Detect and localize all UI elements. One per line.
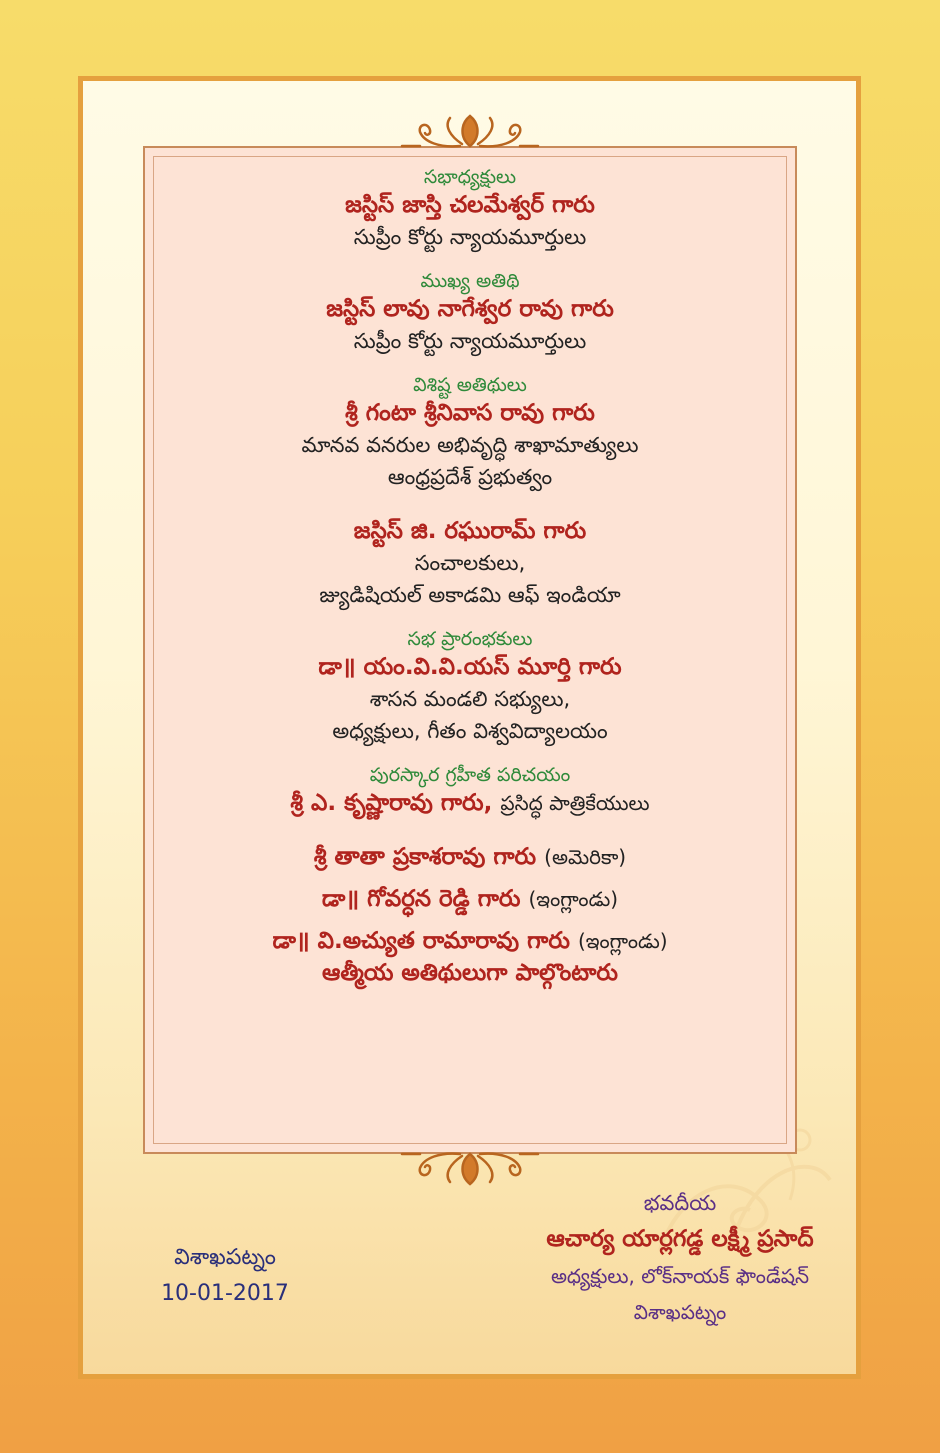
- inaugurator-designation: శాసన మండలి సభ్యులు,: [369, 687, 571, 711]
- special-guests-heading: విశిష్ట అతిథులు: [413, 374, 527, 396]
- signature-city: విశాఖపట్నం: [633, 1300, 727, 1324]
- inaugurator-university: అధ్యక్షులు, గీతం విశ్వవిద్యాలయం: [332, 719, 608, 743]
- inaugurator-heading: సభ ప్రారంభకులు: [407, 628, 533, 650]
- special-guest-1-government: ఆంధ్రప్రదేశ్ ప్రభుత్వం: [387, 465, 553, 489]
- signature-block: [500, 1186, 860, 1330]
- signature-regards: భవదీయ: [643, 1191, 717, 1215]
- awardee-line: [160, 787, 780, 819]
- special-guest-1-designation: మానవ వనరుల అభివృద్ధి శాఖామాత్యులు: [301, 433, 639, 457]
- footer-date: 10-01-2017: [161, 1281, 289, 1306]
- guest-1-name: శ్రీ తాతా ప్రకాశరావు గారు: [313, 844, 537, 870]
- guest-2-line: [160, 883, 780, 915]
- special-guest-2-designation: సంచాలకులు,: [414, 551, 526, 575]
- signature-title: అధ్యక్షులు, లోక్‌నాయక్ ఫౌండేషన్: [550, 1264, 810, 1288]
- signature-name: ఆచార్య యార్లగడ్డ లక్ష్మీ ప్రసాద్: [546, 1226, 814, 1252]
- chief-guest-description: సుప్రీం కోర్టు న్యాయమూర్తులు: [353, 329, 587, 353]
- awardee-description: ప్రసిద్ధ పాత్రికేయులు: [500, 791, 650, 815]
- chief-guest-heading: ముఖ్య అతిథి: [420, 270, 520, 292]
- guests-closing: ఆత్మీయ అతిథులుగా పాల్గొంటారు: [322, 960, 618, 986]
- special-guest-1-name: శ్రీ గంటా శ్రీనివాస రావు గారు: [345, 400, 595, 426]
- special-guest-2-organization: జ్యుడిషియల్ అకాడమి ఆఫ్ ఇండియా: [319, 583, 621, 607]
- chief-guest-name: జస్టిస్ లావు నాగేశ్వర రావు గారు: [326, 296, 614, 322]
- presiding-heading: సభాధ్యక్షులు: [423, 166, 517, 188]
- awardee-heading: పురస్కార గ్రహీత పరిచయం: [369, 764, 571, 786]
- presiding-name: జస్టిస్ జాస్తి చలమేశ్వర్ గారు: [345, 192, 595, 218]
- footer-place: విశాఖపట్నం: [174, 1245, 276, 1270]
- guest-1-place: (అమెరికా): [544, 845, 627, 869]
- guest-2-name: డా॥ గోవర్ధన రెడ్డి గారు: [321, 886, 521, 912]
- guest-1-line: [160, 841, 780, 873]
- awardee-name: శ్రీ ఎ. కృష్ణారావు గారు,: [290, 790, 493, 816]
- presiding-description: సుప్రీం కోర్టు న్యాయమూర్తులు: [353, 225, 587, 249]
- inaugurator-name: డా॥ యం.వి.వి.యస్ మూర్తి గారు: [318, 654, 622, 680]
- invitation-content: [160, 165, 780, 989]
- guest-3-line: [160, 925, 780, 957]
- special-guest-2-name: జస్టిస్ జి. రఘురామ్ గారు: [353, 518, 587, 544]
- guest-2-place: (ఇంగ్లాండు): [528, 887, 619, 911]
- guest-3-name: డా॥ వి.అచ్యుత రామారావు గారు: [272, 928, 570, 954]
- guest-3-place: (ఇంగ్లాండు): [577, 929, 668, 953]
- place-date-block: [140, 1240, 310, 1312]
- top-scroll-ornament: [400, 108, 540, 154]
